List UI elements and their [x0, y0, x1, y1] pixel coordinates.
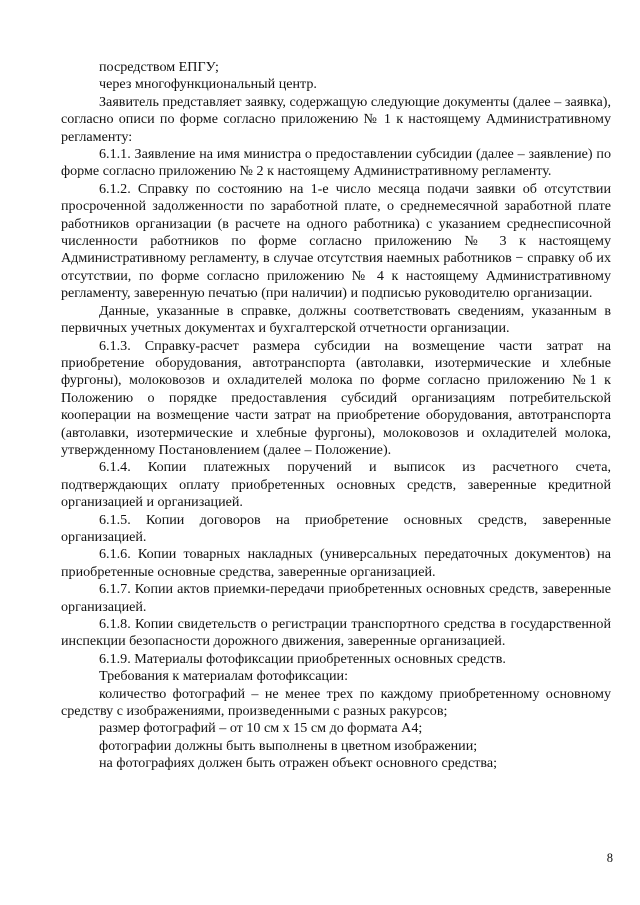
paragraph: 6.1.1. Заявление на имя министра о предоставлении субсидии (далее – заявление) по форме согласно приложению № 2 к настоящему Административному регламенту. — [61, 146, 611, 180]
paragraph: на фотографиях должен быть отражен объект основного средства; — [99, 755, 498, 772]
paragraph: размер фотографий – от 10 см х 15 см до формата А4; — [99, 720, 423, 737]
paragraph: 6.1.5. Копии договоров на приобретение основных средств, заверенные организацией. — [61, 511, 611, 545]
paragraph: Требования к материалам фотофиксации: — [99, 668, 349, 685]
paragraph: 6.1.9. Материалы фотофиксации приобретенных основных средств. — [99, 650, 506, 667]
paragraph: 6.1.4. Копии платежных поручений и выписок из расчетного счета, подтверждающих оплату приобретенных основных средств, заверенные кредитной организацией и организацией. — [61, 459, 611, 511]
paragraph: Данные, указанные в справке, должны соответствовать сведениям, указанным в первичных учетных документах и бухгалтерской отчетности организации. — [61, 302, 611, 337]
document-body — [61, 59, 611, 773]
paragraph: посредством ЕПГУ; — [99, 59, 219, 75]
paragraph: 6.1.3. Справку-расчет размера субсидии на возмещение части затрат на приобретение оборудования, автотранспорта (автолавки, изотермические и хлебные фургоны), молоковозов и охладителей молока по форме согласно приложению №1 к Положению о порядке предоставления субсидий организациям потребительской кооперации на возмещение части затрат на приобретение оборудования, автотранспорта (автолавки, изотермические и хлебные фургоны), молоковозов и охладителей молока, утвержденному Постановлением (далее – Положение). — [61, 337, 611, 458]
paragraph: 6.1.6. Копии товарных накладных (универсальных передаточных документов) на приобретенные основные средства, заверенные организацией. — [61, 546, 611, 580]
paragraph: фотографии должны быть выполнены в цветном изображении; — [99, 737, 478, 754]
paragraph: 6.1.8. Копии свидетельств о регистрации транспортного средства в государственной инспекции безопасности дорожного движения, заверенные организацией. — [61, 616, 611, 650]
paragraph: через многофункциональный центр. — [99, 76, 317, 93]
paragraph: количество фотографий – не менее трех по каждому приобретенному основному средству с изображениями, произведенными с разных ракурсов; — [61, 685, 611, 720]
paragraph: 6.1.2. Справку по состоянию на 1-е число месяца подачи заявки об отсутствии просроченной задолженности по заработной плате, о среднемесячной заработной плате работников организации (в расчете на одного работника) с указанием среднесписочной численности работников по форме согласно приложению № 3 к настоящему Административному регламенту, в случае отсутствия наемных работников − справку об их отсутствии, по форме согласно приложению № 4 к настоящему Административному регламенту, заверенную печатью (при наличии) и подписью руководителю организации. — [61, 180, 611, 302]
page-number: 8 — [606, 851, 613, 865]
paragraph: 6.1.7. Копии актов приемки-передачи приобретенных основных средств, заверенные организацией. — [61, 581, 611, 615]
paragraph: Заявитель представляет заявку, содержащую следующие документы (далее – заявка), согласно описи по форме согласно приложению № 1 к настоящему Административному регламенту: — [61, 93, 611, 145]
